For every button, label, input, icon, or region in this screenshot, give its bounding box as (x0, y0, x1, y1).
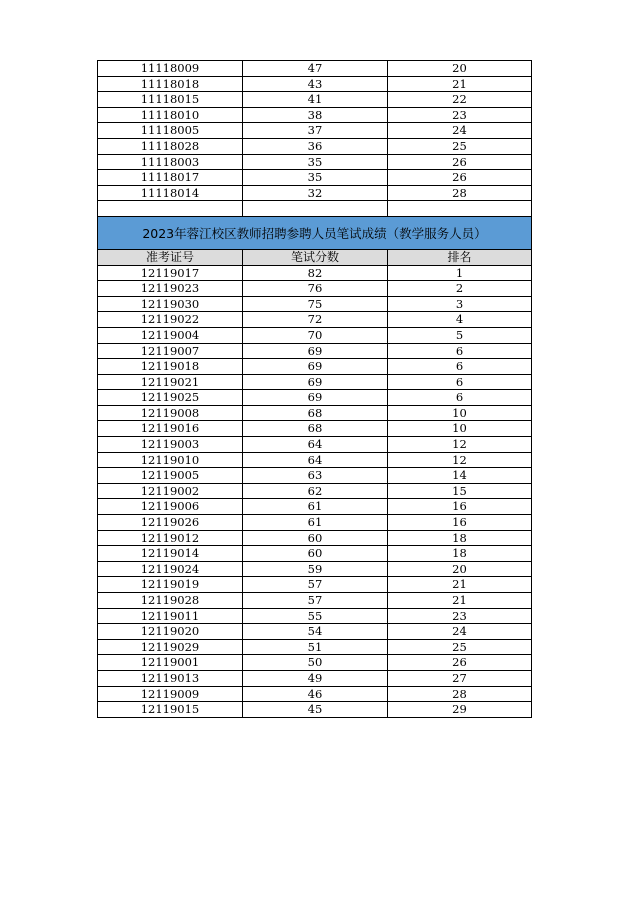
table-row (98, 281, 532, 297)
header-rank: 排名 (388, 250, 532, 266)
id-cell: 12119020 (98, 624, 243, 640)
table-row (98, 108, 532, 124)
score-sheet (97, 60, 532, 718)
table-row (98, 375, 532, 391)
rank-cell: 6 (388, 344, 532, 360)
score-cell: 41 (243, 92, 388, 108)
score-cell: 61 (243, 515, 388, 531)
score-cell: 72 (243, 312, 388, 328)
score-cell: 59 (243, 562, 388, 578)
rank-cell: 18 (388, 531, 532, 547)
rank-cell: 26 (388, 655, 532, 671)
table-row (98, 531, 532, 547)
table-row (98, 421, 532, 437)
table-row (98, 702, 532, 718)
id-cell: 12119004 (98, 328, 243, 344)
rank-cell: 25 (388, 139, 532, 155)
rank-cell: 23 (388, 609, 532, 625)
id-cell: 12119013 (98, 671, 243, 687)
id-cell: 12119011 (98, 609, 243, 625)
rank-cell: 21 (388, 593, 532, 609)
rank-cell: 21 (388, 577, 532, 593)
table-row (98, 359, 532, 375)
table-row (98, 655, 532, 671)
table-row (98, 297, 532, 313)
score-cell: 69 (243, 390, 388, 406)
table-row (98, 312, 532, 328)
rank-cell: 28 (388, 687, 532, 703)
rank-cell: 27 (388, 671, 532, 687)
id-cell: 11118014 (98, 186, 243, 202)
table-row (98, 406, 532, 422)
rank-cell: 2 (388, 281, 532, 297)
table-row (98, 328, 532, 344)
score-cell: 82 (243, 266, 388, 282)
id-cell: 12119026 (98, 515, 243, 531)
score-cell: 47 (243, 61, 388, 77)
header-row (98, 250, 532, 266)
id-cell: 12119005 (98, 468, 243, 484)
rank-cell: 14 (388, 468, 532, 484)
rank-cell: 26 (388, 155, 532, 171)
table-row (98, 155, 532, 171)
table-row (98, 687, 532, 703)
score-cell: 63 (243, 468, 388, 484)
score-cell: 75 (243, 297, 388, 313)
score-cell: 69 (243, 375, 388, 391)
table-row (98, 577, 532, 593)
score-cell: 54 (243, 624, 388, 640)
score-cell: 70 (243, 328, 388, 344)
score-cell: 55 (243, 609, 388, 625)
blank-cell (98, 201, 243, 217)
table-row (98, 640, 532, 656)
id-cell: 11118005 (98, 123, 243, 139)
table-row (98, 61, 532, 77)
table-row (98, 593, 532, 609)
section-rows (98, 266, 532, 718)
id-cell: 12119021 (98, 375, 243, 391)
id-cell: 12119003 (98, 437, 243, 453)
table-row (98, 468, 532, 484)
table-row (98, 92, 532, 108)
table-row (98, 499, 532, 515)
id-cell: 11118009 (98, 61, 243, 77)
id-cell: 12119029 (98, 640, 243, 656)
rank-cell: 1 (388, 266, 532, 282)
section-title: 2023年蓉江校区教师招聘参聘人员笔试成绩（教学服务人员） (98, 217, 532, 250)
rank-cell: 3 (388, 297, 532, 313)
table-row (98, 139, 532, 155)
score-cell: 36 (243, 139, 388, 155)
table-row (98, 609, 532, 625)
id-cell: 11118015 (98, 92, 243, 108)
rank-cell: 16 (388, 499, 532, 515)
id-cell: 12119012 (98, 531, 243, 547)
table-row (98, 437, 532, 453)
score-cell: 62 (243, 484, 388, 500)
id-cell: 12119001 (98, 655, 243, 671)
table-row (98, 484, 532, 500)
rank-cell: 6 (388, 359, 532, 375)
rank-cell: 22 (388, 92, 532, 108)
id-cell: 11118028 (98, 139, 243, 155)
rank-cell: 12 (388, 437, 532, 453)
rank-cell: 25 (388, 640, 532, 656)
score-cell: 61 (243, 499, 388, 515)
rank-cell: 16 (388, 515, 532, 531)
rank-cell: 21 (388, 77, 532, 93)
id-cell: 12119019 (98, 577, 243, 593)
blank-row (98, 201, 532, 217)
id-cell: 12119008 (98, 406, 243, 422)
id-cell: 11118010 (98, 108, 243, 124)
id-cell: 12119023 (98, 281, 243, 297)
id-cell: 12119010 (98, 453, 243, 469)
table-row (98, 562, 532, 578)
score-cell: 64 (243, 437, 388, 453)
table-row (98, 186, 532, 202)
id-cell: 11118017 (98, 170, 243, 186)
blank-cell (243, 201, 388, 217)
rank-cell: 20 (388, 61, 532, 77)
id-cell: 12119007 (98, 344, 243, 360)
table-row (98, 77, 532, 93)
table-row (98, 390, 532, 406)
table-row (98, 170, 532, 186)
score-cell: 76 (243, 281, 388, 297)
table-row (98, 453, 532, 469)
id-cell: 12119009 (98, 687, 243, 703)
id-cell: 12119025 (98, 390, 243, 406)
table-row (98, 515, 532, 531)
id-cell: 12119016 (98, 421, 243, 437)
score-cell: 60 (243, 531, 388, 547)
id-cell: 12119024 (98, 562, 243, 578)
rank-cell: 28 (388, 186, 532, 202)
table-row (98, 344, 532, 360)
rank-cell: 4 (388, 312, 532, 328)
id-cell: 12119014 (98, 546, 243, 562)
rank-cell: 24 (388, 624, 532, 640)
header-id: 准考证号 (98, 250, 243, 266)
rank-cell: 10 (388, 406, 532, 422)
table-row (98, 546, 532, 562)
id-cell: 12119017 (98, 266, 243, 282)
score-cell: 57 (243, 577, 388, 593)
score-cell: 35 (243, 170, 388, 186)
score-cell: 38 (243, 108, 388, 124)
score-cell: 50 (243, 655, 388, 671)
rank-cell: 12 (388, 453, 532, 469)
top-section (98, 61, 532, 201)
rank-cell: 6 (388, 375, 532, 391)
id-cell: 12119030 (98, 297, 243, 313)
score-cell: 37 (243, 123, 388, 139)
table-row (98, 123, 532, 139)
score-cell: 64 (243, 453, 388, 469)
rank-cell: 6 (388, 390, 532, 406)
id-cell: 12119018 (98, 359, 243, 375)
id-cell: 11118003 (98, 155, 243, 171)
score-cell: 68 (243, 421, 388, 437)
blank-cell (388, 201, 532, 217)
score-cell: 69 (243, 344, 388, 360)
rank-cell: 10 (388, 421, 532, 437)
rank-cell: 24 (388, 123, 532, 139)
id-cell: 12119022 (98, 312, 243, 328)
score-cell: 49 (243, 671, 388, 687)
id-cell: 12119002 (98, 484, 243, 500)
score-cell: 57 (243, 593, 388, 609)
header-score: 笔试分数 (243, 250, 388, 266)
rank-cell: 26 (388, 170, 532, 186)
score-cell: 46 (243, 687, 388, 703)
table-row (98, 671, 532, 687)
rank-cell: 18 (388, 546, 532, 562)
id-cell: 11118018 (98, 77, 243, 93)
rank-cell: 23 (388, 108, 532, 124)
score-cell: 35 (243, 155, 388, 171)
score-cell: 32 (243, 186, 388, 202)
table-row (98, 624, 532, 640)
id-cell: 12119028 (98, 593, 243, 609)
table-row (98, 266, 532, 282)
score-cell: 43 (243, 77, 388, 93)
rank-cell: 20 (388, 562, 532, 578)
score-cell: 69 (243, 359, 388, 375)
score-cell: 68 (243, 406, 388, 422)
rank-cell: 15 (388, 484, 532, 500)
score-cell: 60 (243, 546, 388, 562)
rank-cell: 5 (388, 328, 532, 344)
id-cell: 12119015 (98, 702, 243, 718)
score-cell: 45 (243, 702, 388, 718)
rank-cell: 29 (388, 702, 532, 718)
score-cell: 51 (243, 640, 388, 656)
id-cell: 12119006 (98, 499, 243, 515)
